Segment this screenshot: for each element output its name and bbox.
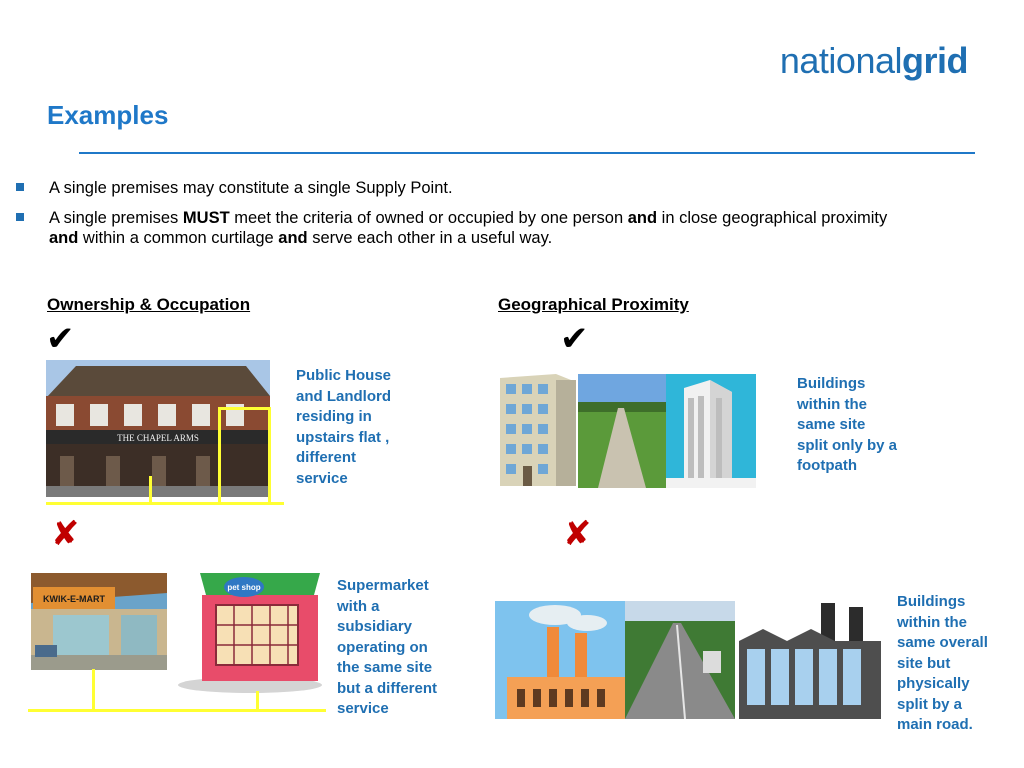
kwik-e-mart-sign: KWIK-E-MART (43, 594, 105, 604)
caption-line: and Landlord (296, 387, 391, 405)
pub-image (46, 360, 270, 497)
nationalgrid-logo (780, 40, 968, 82)
bullet-2 (16, 208, 896, 252)
cross-mark-icon: ✘ (563, 514, 592, 554)
caption-line: the same site (337, 659, 433, 676)
pub-boundary-line (218, 407, 221, 502)
caption-line: within the (797, 395, 867, 413)
emphasis-text: and (627, 209, 658, 227)
supermarket-boundary-line (256, 691, 259, 711)
caption-line: upstairs flat , (296, 428, 390, 446)
emphasis-text: MUST (182, 209, 230, 227)
caption-supermarket (337, 576, 477, 720)
caption-line: site but (897, 654, 951, 672)
caption-line: within the (897, 613, 967, 631)
caption-line: operating on (337, 638, 428, 656)
bullet-square-icon (16, 213, 24, 221)
caption-line: footpath (797, 457, 857, 474)
pub-sign-text: THE CHAPEL ARMS (117, 433, 199, 443)
pub-boundary-line (149, 476, 152, 503)
caption-buildings-main-road (897, 592, 1017, 736)
body-text: meet the criteria of owned or occupied by one person (229, 209, 628, 227)
caption-line: service (296, 469, 348, 487)
caption-line: same site (797, 416, 866, 433)
pub-boundary-line (218, 407, 270, 410)
caption-line: service (337, 700, 389, 717)
caption-line: Buildings (897, 593, 966, 610)
caption-line: subsidiary (337, 618, 413, 635)
check-mark-icon: ✔ (560, 319, 589, 359)
caption-line: same overall (897, 634, 988, 651)
caption-public-house (296, 366, 426, 489)
cross-mark-icon: ✘ (51, 514, 80, 554)
caption-line: residing in (296, 408, 372, 425)
body-text: A single premises (49, 209, 183, 227)
caption-line: split only by a (797, 436, 898, 454)
pet-shop-image (176, 573, 324, 695)
caption-line: but a different (337, 679, 437, 697)
bullet-2-text (49, 208, 909, 248)
caption-line: split by a (897, 695, 963, 713)
emphasis-text: and (49, 229, 79, 247)
caption-line: different (296, 449, 356, 466)
caption-line: Supermarket (337, 577, 429, 594)
body-text: in close geographical proximity (657, 209, 888, 227)
pet-shop-sign: pet shop (227, 583, 261, 592)
logo-light-text: national (779, 40, 902, 81)
emphasis-text: and (278, 229, 308, 247)
check-mark-icon: ✔ (46, 319, 75, 359)
supermarket-boundary-line (28, 709, 326, 712)
pub-boundary-line (46, 502, 284, 505)
factory-main-road-image (495, 601, 881, 719)
heading-ownership-occupation: Ownership & Occupation (47, 295, 251, 314)
bullet-square-icon (16, 183, 24, 191)
body-text: serve each other in a useful way. (307, 229, 553, 247)
slide-title: Examples (47, 100, 169, 130)
pub-boundary-line (268, 407, 271, 502)
body-text: within a common curtilage (78, 229, 279, 247)
bullet-1-text (49, 178, 909, 198)
caption-line: Buildings (797, 375, 866, 392)
kwik-e-mart-image (31, 573, 167, 670)
bullet-1 (16, 178, 896, 200)
buildings-footpath-image (496, 374, 756, 488)
caption-line: Public House (296, 367, 392, 384)
logo-bold-text: grid (902, 40, 968, 81)
caption-buildings-footpath (797, 374, 937, 477)
caption-line: physically (897, 675, 970, 692)
caption-line: with a (337, 597, 380, 615)
caption-line: main road. (897, 716, 973, 733)
heading-geographical-proximity: Geographical Proximity (498, 295, 689, 314)
supermarket-boundary-line (92, 669, 95, 711)
title-rule (79, 152, 975, 154)
body-text: A single premises may constitute a single Supply Point. (49, 179, 453, 197)
